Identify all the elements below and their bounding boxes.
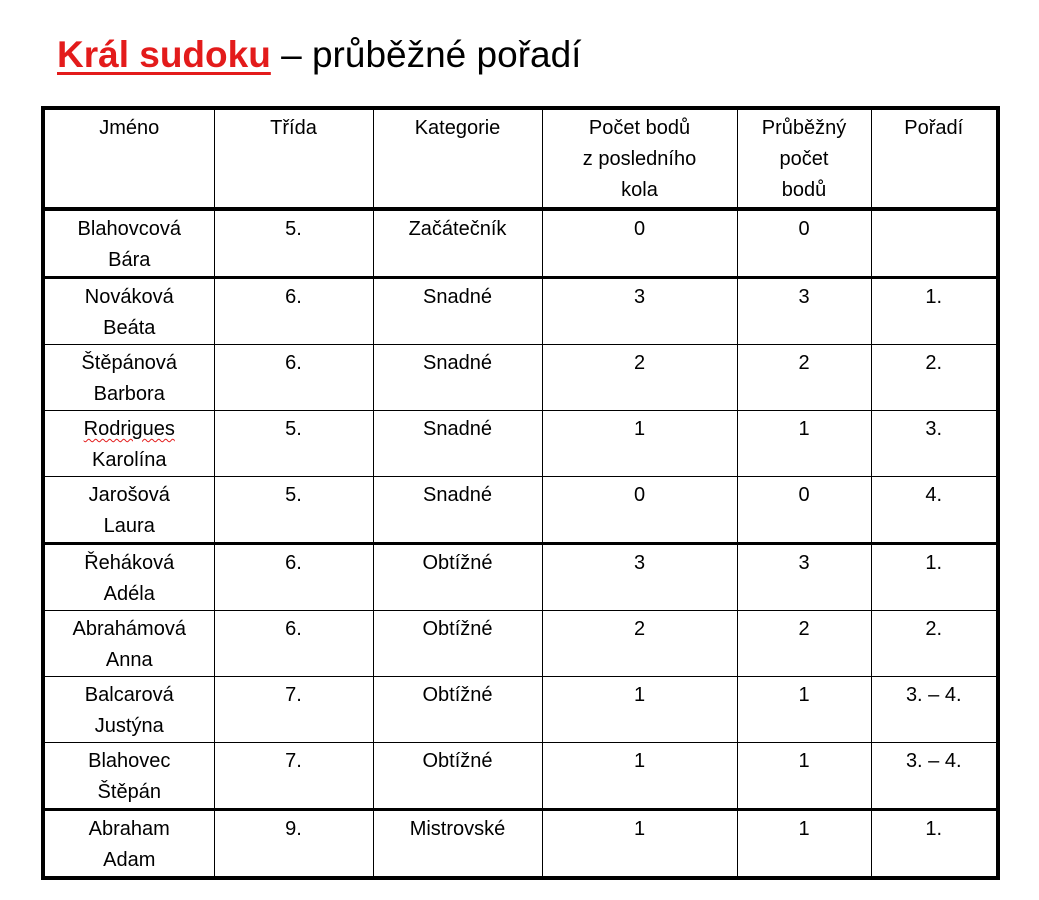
- cell-running-total: 3: [737, 544, 871, 611]
- cell-firstname: Bára: [108, 249, 151, 271]
- cell-last-round-points: 2: [542, 611, 737, 677]
- cell-last-round-points: 1: [542, 677, 737, 743]
- cell-name: [43, 278, 214, 345]
- cell-surname: Blahovec: [88, 750, 171, 772]
- cell-last-round-points: 1: [542, 743, 737, 810]
- cell-name: [43, 209, 214, 278]
- cell-firstname: Karolína: [92, 449, 167, 471]
- cell-surname: Abraham: [88, 818, 170, 840]
- cell-rank: 2.: [871, 611, 998, 677]
- cell-last-round-points: 1: [542, 411, 737, 477]
- cell-surname: Balcarová: [84, 684, 174, 706]
- title-highlight: Král sudoku: [57, 34, 271, 75]
- cell-class: 6.: [214, 278, 373, 345]
- cell-class: 7.: [214, 677, 373, 743]
- cell-class: 9.: [214, 810, 373, 879]
- cell-last-round-points: 2: [542, 345, 737, 411]
- cell-firstname: Laura: [103, 515, 155, 537]
- cell-running-total: 1: [737, 411, 871, 477]
- header-running-total-line-3: bodů: [781, 179, 827, 201]
- cell-name: [43, 611, 214, 677]
- cell-name: [43, 345, 214, 411]
- cell-running-total: 0: [737, 209, 871, 278]
- cell-surname: Jarošová: [88, 484, 170, 506]
- cell-category: Snadné: [373, 278, 542, 345]
- cell-class: 6.: [214, 544, 373, 611]
- cell-name: [43, 477, 214, 544]
- cell-name: [43, 677, 214, 743]
- cell-class: 5.: [214, 477, 373, 544]
- cell-firstname: Justýna: [94, 715, 164, 737]
- cell-class: 5.: [214, 209, 373, 278]
- header-running-total-line-2: počet: [779, 148, 829, 170]
- cell-surname: Nováková: [84, 286, 174, 308]
- cell-name: [43, 810, 214, 879]
- header-category-line: Kategorie: [414, 117, 501, 139]
- table-row: [43, 278, 998, 345]
- cell-surname: Rodrigues: [83, 418, 175, 440]
- table-row: [43, 544, 998, 611]
- cell-firstname: Anna: [105, 649, 153, 671]
- cell-last-round-points: 1: [542, 810, 737, 879]
- cell-last-round-points: 0: [542, 209, 737, 278]
- header-class-line: Třída: [270, 117, 317, 139]
- header-last-round-points: [542, 108, 737, 209]
- header-last-round-line-3: kola: [621, 179, 658, 201]
- cell-category: Snadné: [373, 345, 542, 411]
- cell-surname: Řeháková: [84, 552, 175, 574]
- header-running-total: [737, 108, 871, 209]
- cell-rank: 3.: [871, 411, 998, 477]
- header-category: [373, 108, 542, 209]
- cell-name: [43, 411, 214, 477]
- header-rank: [871, 108, 998, 209]
- header-name: [43, 108, 214, 209]
- cell-name: [43, 743, 214, 810]
- cell-class: 5.: [214, 411, 373, 477]
- results-table: [41, 106, 1000, 880]
- cell-firstname: Adam: [103, 849, 156, 871]
- cell-running-total: 2: [737, 345, 871, 411]
- cell-surname: Štěpánová: [81, 352, 178, 374]
- table-row: [43, 810, 998, 879]
- cell-running-total: 1: [737, 677, 871, 743]
- cell-rank: 1.: [871, 544, 998, 611]
- cell-running-total: 1: [737, 810, 871, 879]
- table-header-row: [43, 108, 998, 209]
- cell-rank: 3. – 4.: [871, 743, 998, 810]
- cell-rank: 3. – 4.: [871, 677, 998, 743]
- cell-surname: Abrahámová: [72, 618, 186, 640]
- cell-category: Obtížné: [373, 677, 542, 743]
- table-row: [43, 611, 998, 677]
- cell-running-total: 1: [737, 743, 871, 810]
- cell-last-round-points: 3: [542, 278, 737, 345]
- cell-last-round-points: 0: [542, 477, 737, 544]
- cell-rank: 1.: [871, 278, 998, 345]
- table-row: [43, 345, 998, 411]
- table-row: [43, 411, 998, 477]
- cell-name: [43, 544, 214, 611]
- cell-firstname: Adéla: [103, 583, 155, 605]
- header-name-line: Jméno: [99, 117, 160, 139]
- cell-surname: Blahovcová: [77, 218, 181, 240]
- cell-running-total: 2: [737, 611, 871, 677]
- table-row: [43, 743, 998, 810]
- header-last-round-line-1: Počet bodů: [588, 117, 691, 139]
- header-rank-line: Pořadí: [904, 117, 964, 139]
- cell-category: Snadné: [373, 411, 542, 477]
- cell-class: 6.: [214, 345, 373, 411]
- table-row: [43, 209, 998, 278]
- cell-rank: [871, 209, 998, 278]
- cell-rank: 2.: [871, 345, 998, 411]
- cell-category: Snadné: [373, 477, 542, 544]
- cell-class: 7.: [214, 743, 373, 810]
- cell-firstname: Štěpán: [97, 781, 161, 803]
- cell-category: Obtížné: [373, 743, 542, 810]
- title-subtitle: – průběžné pořadí: [270, 34, 582, 75]
- cell-running-total: 3: [737, 278, 871, 345]
- cell-category: Začátečník: [373, 209, 542, 278]
- cell-firstname: Barbora: [93, 383, 165, 405]
- header-last-round-line-2: z posledního: [582, 148, 697, 170]
- header-running-total-line-1: Průběžný: [761, 117, 847, 139]
- cell-category: Obtížné: [373, 611, 542, 677]
- cell-firstname: Beáta: [103, 317, 156, 339]
- header-class: [214, 108, 373, 209]
- table-row: [43, 677, 998, 743]
- cell-category: Obtížné: [373, 544, 542, 611]
- cell-rank: 1.: [871, 810, 998, 879]
- table-row: [43, 477, 998, 544]
- cell-running-total: 0: [737, 477, 871, 544]
- page-title: [57, 30, 581, 80]
- cell-class: 6.: [214, 611, 373, 677]
- cell-last-round-points: 3: [542, 544, 737, 611]
- cell-rank: 4.: [871, 477, 998, 544]
- cell-category: Mistrovské: [373, 810, 542, 879]
